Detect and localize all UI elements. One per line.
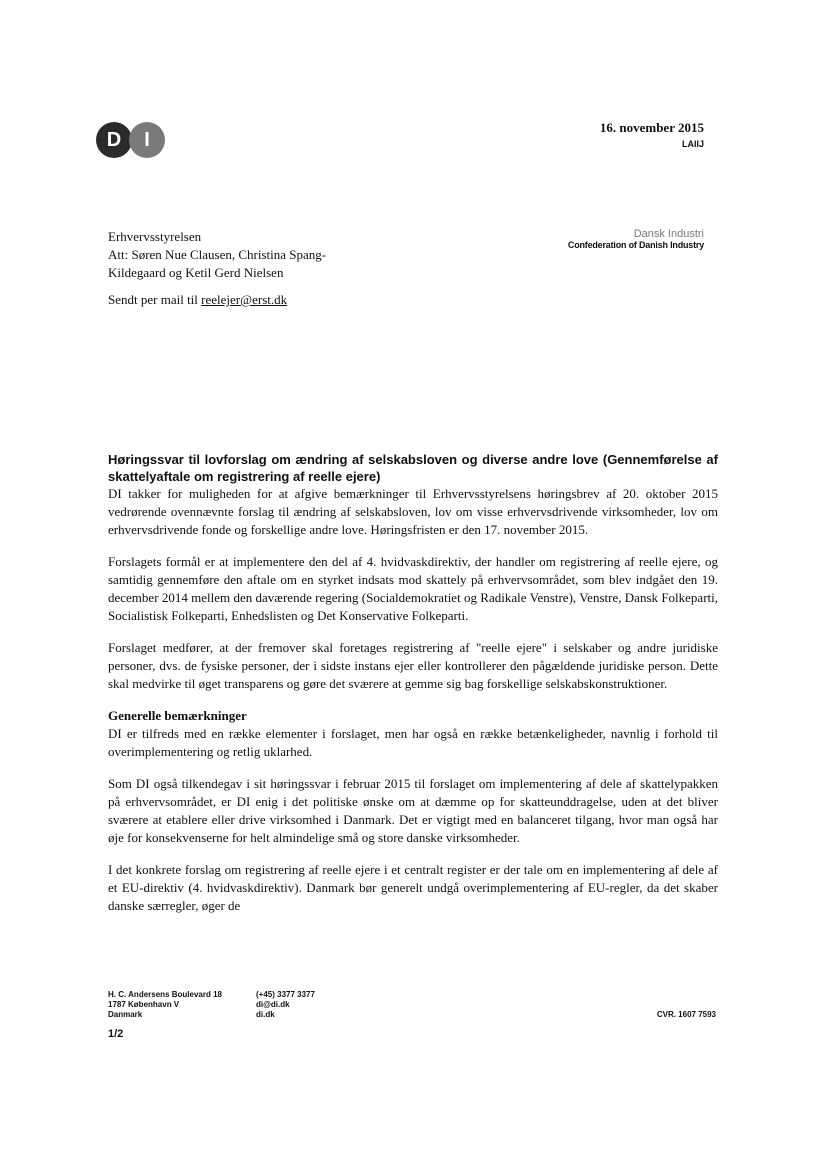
- paragraph: Som DI også tilkendegav i sit høringssvar i februar 2015 til forslaget om implementering af dele af skattelypakken på erhvervsområdet, er DI enig i det politiske ønske om at dæmme op for skatteunddragelse, uden at det bliver sværere at etablere eller drive virksomhed i Danmark. Det er vigtigt med en balanceret tilgang, hvor man også har øje for konsekvenserne for helt almindelige små og store danske virksomheder.: [108, 776, 718, 845]
- brand-sub: Confederation of Danish Industry: [567, 240, 704, 250]
- mail-prefix: Sendt per mail til: [108, 292, 202, 307]
- paragraph: DI takker for muligheden for at afgive bemærkninger til Erhvervsstyrelsens høringsbrev af 20. oktober 2015 vedrørende ovennævnte forslag til ændring af selskabsloven, lov om visse erhvervsdrivende virksomheder, lov om erhvervsdrivende fonde og forskellige andre love. Høringsfristen er den 17. november 2015.: [108, 486, 718, 537]
- recipient-line: Kildegaard og Ketil Gerd Nielsen: [108, 265, 284, 280]
- recipient-address: [108, 228, 326, 282]
- footer-email[interactable]: di@di.dk: [256, 1000, 290, 1009]
- recipient-line: Erhvervsstyrelsen: [108, 229, 202, 244]
- page-number: 1/2: [108, 1028, 124, 1040]
- recipient-line: Att: Søren Nue Clausen, Christina Spang-: [108, 247, 327, 262]
- footer-address: [108, 990, 222, 1020]
- sender-brand: [568, 228, 704, 250]
- mail-link[interactable]: reelejer@erst.dk: [201, 292, 288, 307]
- reference-code: LAIIJ: [681, 139, 704, 149]
- logo-i: I: [129, 122, 165, 158]
- paragraph: I det konkrete forslag om registrering af reelle ejere i et centralt register er der tale om en implementering af dele af et EU-direktiv (4. hvidvaskdirektiv). Danmark bør generelt undgå overimplementering af EU-regler, da det skaber danske særregler, øger de: [108, 862, 718, 913]
- paragraph: DI er tilfreds med en række elementer i forslaget, men har også en række betænkeligheder, navnlig i forhold til overimplementering og retlig uklarhed.: [108, 726, 718, 759]
- brand-name: Dansk Industri: [633, 228, 704, 240]
- di-logo: [96, 122, 165, 158]
- section-heading: Generelle bemærkninger: [108, 708, 247, 723]
- letter-body: [108, 451, 718, 915]
- mail-line: [108, 292, 287, 308]
- paragraph: Forslaget medfører, at der fremover skal foretages registrering af "reelle ejere" i selskaber og andre juridiske personer, dvs. de fysiske personer, der i sidste instans ejer eller kontrollerer den pågældende juridiske person. Dette skal medvirke til øget transparens og gøre det sværere at gemme sig bag forskellige selskabskonstruktioner.: [108, 640, 718, 691]
- footer-line: 1787 København V: [108, 1000, 180, 1009]
- footer-line: H. C. Andersens Boulevard 18: [108, 990, 222, 999]
- logo-d: D: [96, 122, 132, 158]
- footer-cvr: CVR. 1607 7593: [656, 1010, 716, 1019]
- footer-phone: (+45) 3377 3377: [256, 990, 315, 999]
- footer-contact: [256, 990, 315, 1020]
- footer-website[interactable]: di.dk: [256, 1010, 275, 1019]
- letter-title: Høringssvar til lovforslag om ændring af selskabsloven og diverse andre love (Gennemførelse af skattelyaftale om registrering af reelle ejere): [108, 452, 718, 484]
- letter-date: 16. november 2015: [599, 120, 704, 135]
- paragraph: Forslagets formål er at implementere den del af 4. hvidvaskdirektiv, der handler om registrering af reelle ejere, og samtidig gennemføre den aftale om en styrket indsats mod skattely på erhvervsområdet, som blev indgået den 19. december 2014 mellem den daværende regering (Socialdemokratiet og Radikale Venstre), Venstre, Dansk Folkeparti, Socialistisk Folkeparti, Enhedslisten og Det Konservative Folkeparti.: [108, 554, 718, 623]
- footer-line: Danmark: [108, 1010, 143, 1019]
